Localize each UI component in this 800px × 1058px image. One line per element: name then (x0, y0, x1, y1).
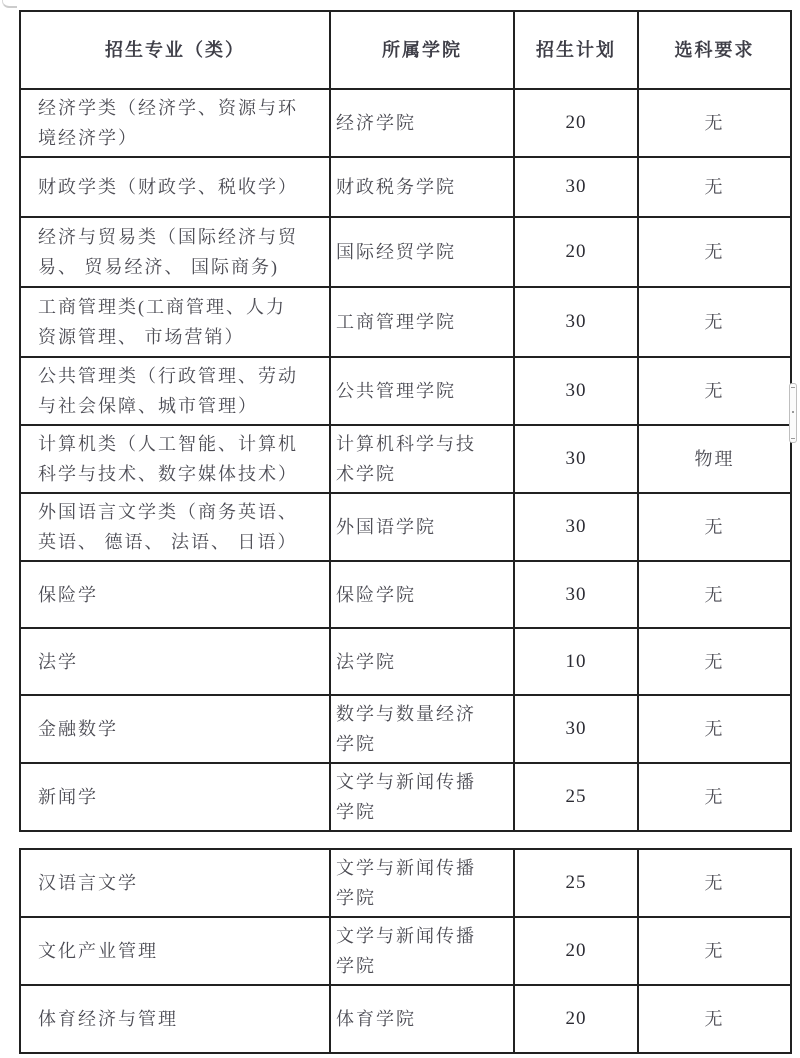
college-cell: 文学与新闻传播学院 (330, 849, 514, 917)
requirement-cell: 无 (638, 695, 791, 763)
requirement-cell: 无 (638, 628, 791, 695)
admission-table-main (19, 10, 792, 832)
college-cell: 数学与数量经济学院 (330, 695, 514, 763)
table-row (20, 561, 791, 628)
requirement-cell: 无 (638, 985, 791, 1053)
scrollbar-tick-bottom (791, 438, 795, 439)
major-cell: 保险学 (20, 561, 330, 628)
scrollbar-thumb-dot (792, 411, 794, 413)
table-row (20, 157, 791, 217)
table-row (20, 287, 791, 357)
plan-cell: 30 (514, 561, 638, 628)
requirement-cell: 无 (638, 917, 791, 985)
header-row (20, 11, 791, 89)
major-cell: 计算机类（人工智能、计算机科学与技术、数字媒体技术） (20, 425, 330, 493)
table-row (20, 917, 791, 985)
major-cell: 体育经济与管理 (20, 985, 330, 1053)
table-row (20, 425, 791, 493)
major-cell: 财政学类（财政学、税收学） (20, 157, 330, 217)
college-cell: 经济学院 (330, 89, 514, 157)
page-edge-artifact (2, 0, 17, 8)
college-cell: 计算机科学与技术学院 (330, 425, 514, 493)
table-row (20, 763, 791, 831)
plan-cell: 25 (514, 849, 638, 917)
table-row (20, 985, 791, 1053)
table-row (20, 849, 791, 917)
col-header-college: 所属学院 (330, 11, 514, 89)
college-cell: 文学与新闻传播学院 (330, 917, 514, 985)
requirement-cell: 无 (638, 561, 791, 628)
major-cell: 公共管理类（行政管理、劳动与社会保障、城市管理） (20, 357, 330, 425)
requirement-cell: 无 (638, 217, 791, 287)
major-cell: 文化产业管理 (20, 917, 330, 985)
table-row (20, 217, 791, 287)
major-cell: 经济学类（经济学、资源与环境经济学） (20, 89, 330, 157)
col-header-requirement: 选科要求 (638, 11, 791, 89)
scrollbar-tick-top (791, 387, 795, 388)
plan-cell: 20 (514, 217, 638, 287)
requirement-cell: 无 (638, 493, 791, 561)
plan-cell: 30 (514, 287, 638, 357)
major-cell: 外国语言文学类（商务英语、英语、 德语、 法语、 日语） (20, 493, 330, 561)
requirement-cell: 无 (638, 357, 791, 425)
major-cell: 工商管理类(工商管理、人力资源管理、 市场营销） (20, 287, 330, 357)
scrollbar[interactable] (789, 383, 797, 443)
college-cell: 法学院 (330, 628, 514, 695)
admission-table-secondary (19, 848, 792, 1054)
college-cell: 工商管理学院 (330, 287, 514, 357)
major-cell: 汉语言文学 (20, 849, 330, 917)
requirement-cell: 无 (638, 157, 791, 217)
table-row (20, 357, 791, 425)
requirement-cell: 无 (638, 849, 791, 917)
table-row (20, 89, 791, 157)
major-cell: 新闻学 (20, 763, 330, 831)
col-header-major: 招生专业（类） (20, 11, 330, 89)
college-cell: 外国语学院 (330, 493, 514, 561)
requirement-cell: 无 (638, 287, 791, 357)
college-cell: 财政税务学院 (330, 157, 514, 217)
plan-cell: 10 (514, 628, 638, 695)
plan-cell: 20 (514, 89, 638, 157)
plan-cell: 25 (514, 763, 638, 831)
major-cell: 经济与贸易类（国际经济与贸易、 贸易经济、 国际商务) (20, 217, 330, 287)
plan-cell: 30 (514, 425, 638, 493)
college-cell: 体育学院 (330, 985, 514, 1053)
plan-cell: 30 (514, 695, 638, 763)
plan-cell: 20 (514, 917, 638, 985)
table-row (20, 628, 791, 695)
college-cell: 文学与新闻传播学院 (330, 763, 514, 831)
major-cell: 金融数学 (20, 695, 330, 763)
table-row (20, 493, 791, 561)
college-cell: 公共管理学院 (330, 357, 514, 425)
requirement-cell: 物理 (638, 425, 791, 493)
major-cell: 法学 (20, 628, 330, 695)
plan-cell: 30 (514, 493, 638, 561)
requirement-cell: 无 (638, 763, 791, 831)
college-cell: 国际经贸学院 (330, 217, 514, 287)
plan-cell: 30 (514, 157, 638, 217)
plan-cell: 30 (514, 357, 638, 425)
requirement-cell: 无 (638, 89, 791, 157)
table-header (20, 11, 791, 89)
plan-cell: 20 (514, 985, 638, 1053)
college-cell: 保险学院 (330, 561, 514, 628)
col-header-plan: 招生计划 (514, 11, 638, 89)
table-row (20, 695, 791, 763)
